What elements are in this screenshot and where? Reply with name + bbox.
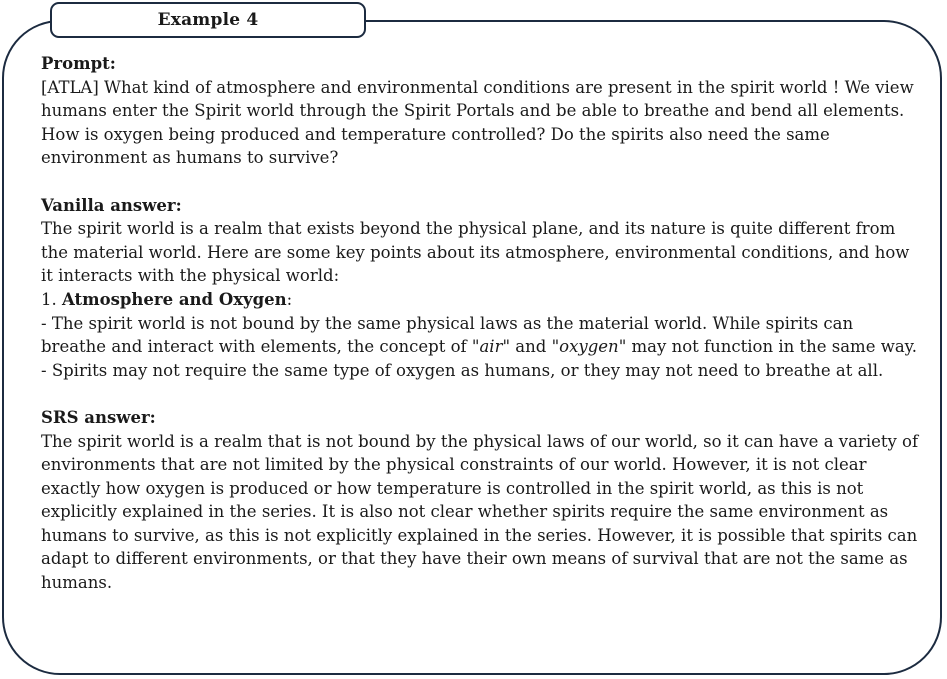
srs-answer-text: The spirit world is a realm that is not bound by the physical laws of our world, so it can have a variety of environments that are not limited by the physical constraints of our world. However, it is not clear exactly how oxygen is produced or how temperature is controlled in the spirit world, as this is not explicitly explained in the series. It is also not clear whether spirits require the same environment as humans to survive, as this is not explicitly explained in the series. However, it is possible that spirits can adapt to different environments, or that they have their own means of survival that are not the same as humans. — [41, 431, 919, 593]
vanilla-bullet-1-part-3: " may not function in the same way. — [618, 337, 918, 357]
vanilla-answer-label: Vanilla answer: — [41, 195, 182, 215]
prompt-text: [ATLA] What kind of atmosphere and environmental conditions are present in the spirit world ! We view humans enter the Spirit world through the Spirit Portals and be able to breathe and bend all elements. How is oxygen being produced and temperature controlled? Do the spirits also need the same environment as humans to survive? — [41, 77, 914, 168]
vanilla-item-number: 1. — [41, 289, 57, 309]
example-content — [41, 52, 921, 595]
vanilla-list-item-heading — [41, 288, 921, 312]
vanilla-bullet-1-oxygen: oxygen — [559, 337, 619, 357]
vanilla-item-colon: : — [286, 289, 293, 309]
vanilla-bullet-1 — [41, 312, 921, 359]
vanilla-bullet-2: - Spirits may not require the same type of oxygen as humans, or they may not need to breathe at all. — [41, 360, 884, 380]
srs-answer-label: SRS answer: — [41, 407, 156, 427]
vanilla-bullet-1-part-1: - The spirit world is not bound by the same physical laws as the material world. While spirits can breathe and interact with elements, the concept of " — [41, 313, 854, 357]
section-gap — [41, 170, 921, 194]
vanilla-bullet-1-part-2: " and " — [502, 337, 560, 357]
section-gap — [41, 382, 921, 406]
vanilla-bullet-1-air: air — [479, 337, 503, 357]
vanilla-item-title: Atmosphere and Oxygen — [62, 289, 287, 309]
example-title: Example 4 — [50, 2, 366, 38]
vanilla-answer-intro: The spirit world is a realm that exists beyond the physical plane, and its nature is quite different from the material world. Here are some key points about its atmosphere, environmental conditions, and how it interacts with the physical world: — [41, 219, 910, 286]
prompt-label: Prompt: — [41, 54, 116, 73]
